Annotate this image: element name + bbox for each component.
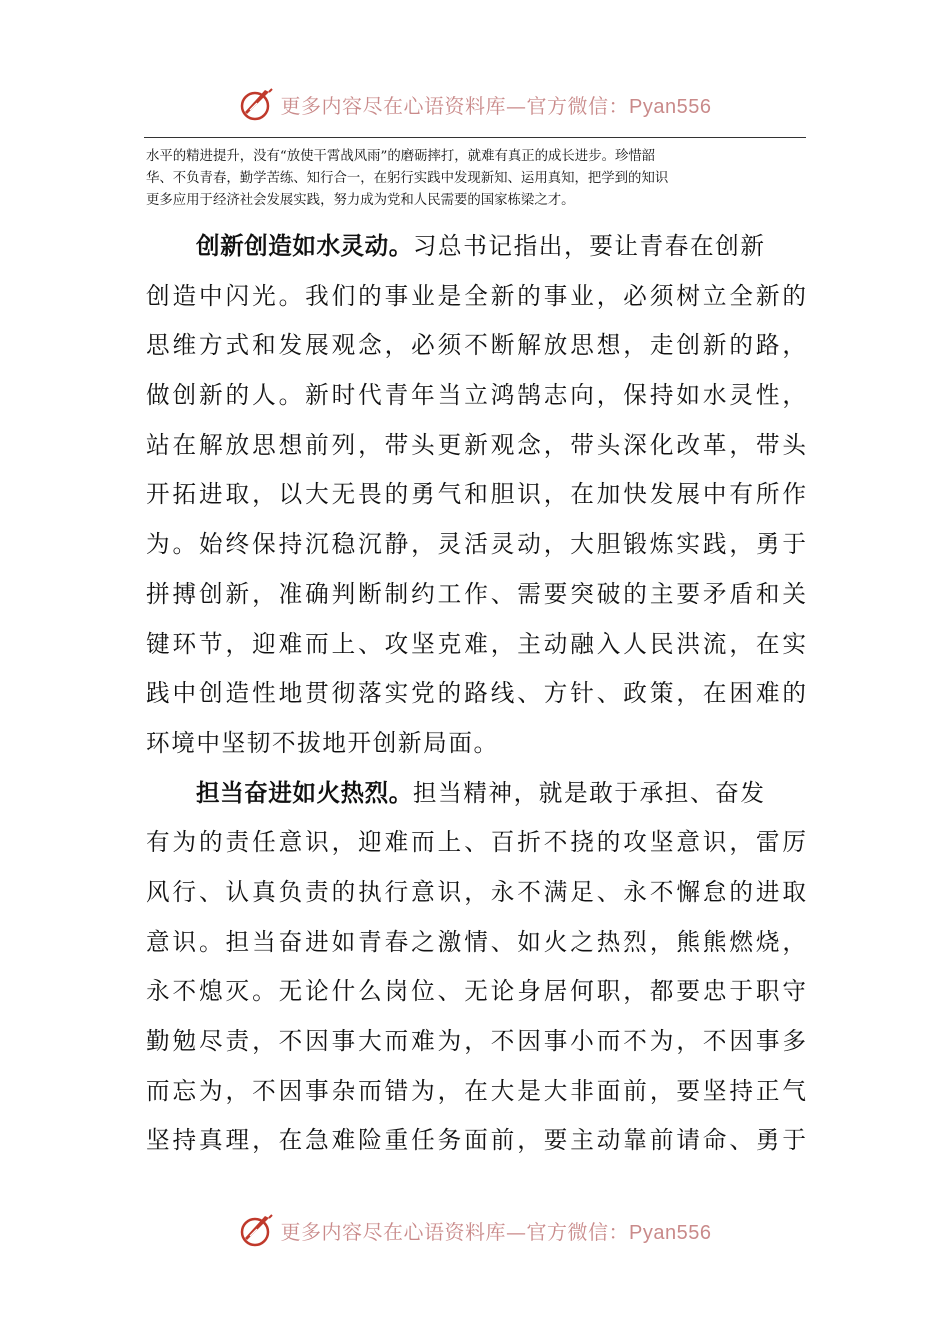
banner-text: 更多内容尽在心语资料库—官方微信： (280, 93, 630, 118)
section2-line: 担当精神，就是敢于承担、奋发 (412, 778, 766, 807)
section2-line: 勤勉尽责，不因事大而难为，不因事小而不为，不因事多 (146, 1027, 806, 1055)
section1-heading: 创新创造如水灵动。 (196, 232, 413, 260)
section1-first-line (146, 222, 806, 272)
section2-line: 坚持真理，在急难险重任务面前，要主动靠前请命、勇于 (146, 1126, 806, 1155)
quill-logo-icon (239, 86, 275, 122)
section1-line: 站在解放思想前列，带头更新观念，带头深化改革，带头 (146, 430, 806, 459)
section1-line: 环境中坚韧不拔地开创新局面。 (146, 728, 499, 757)
banner-wechat-id: Pyan556 (629, 1221, 712, 1244)
section2-line: 永不熄灭。无论什么岗位、无论身居何职，都要忠于职守 (146, 977, 806, 1006)
small-paragraph-line: 更多应用于经济社会发展实践，努力成为党和人民需要的国家栋梁之才。 (146, 193, 575, 208)
section2-first-line (146, 769, 806, 819)
header-banner (0, 82, 950, 126)
body-text (146, 222, 806, 1166)
section1-line: 践中创造性地贯彻落实党的路线、方针、政策，在困难的 (146, 679, 806, 708)
section1-line: 开拓进取，以大无畏的勇气和胆识，在加快发展中有所作 (146, 480, 806, 509)
section1-line: 思维方式和发展观念，必须不断解放思想，走创新的路， (146, 331, 806, 360)
section1-line: 创造中闪光。我们的事业是全新的事业，必须树立全新的 (146, 281, 806, 310)
banner-wechat-id: Pyan556 (629, 95, 712, 118)
quill-logo-icon (239, 1212, 275, 1248)
section1-line: 为。始终保持沉稳沉静，灵活灵动，大胆锻炼实践，勇于 (146, 530, 806, 559)
banner-text: 更多内容尽在心语资料库—官方微信： (280, 1219, 630, 1244)
small-paragraph-line: 水平的精进提升，没有“放使干霄战风雨”的磨砺摔打，就难有真正的成长进步。珍惜韶 (146, 149, 656, 164)
small-paragraph (146, 146, 806, 212)
header-divider (144, 137, 806, 138)
small-paragraph-line: 华、不负青春，勤学苦练、知行合一，在躬行实践中发现新知、运用真知，把学到的知识 (146, 171, 669, 186)
section2-heading: 担当奋进如火热烈。 (196, 778, 413, 807)
section1-line: 习总书记指出，要让青春在创新 (412, 232, 766, 260)
section2-line: 而忘为，不因事杂而错为，在大是大非面前，要坚持正气 (146, 1076, 806, 1105)
section2-line: 意识。担当奋进如青春之激情、如火之热烈，熊熊燃烧， (146, 927, 806, 956)
section2-line: 有为的责任意识，迎难而上、百折不挠的攻坚意识，雷厉 (146, 828, 806, 857)
section1-line: 做创新的人。新时代青年当立鸿鹄志向，保持如水灵性， (146, 381, 806, 410)
section1-line: 键环节，迎难而上、攻坚克难，主动融入人民洪流，在实 (146, 629, 806, 658)
section2-line: 风行、认真负责的执行意识，永不满足、永不懈怠的进取 (146, 877, 806, 906)
footer-banner (0, 1208, 950, 1252)
section1-line: 拼搏创新，准确判断制约工作、需要突破的主要矛盾和关 (146, 579, 806, 608)
